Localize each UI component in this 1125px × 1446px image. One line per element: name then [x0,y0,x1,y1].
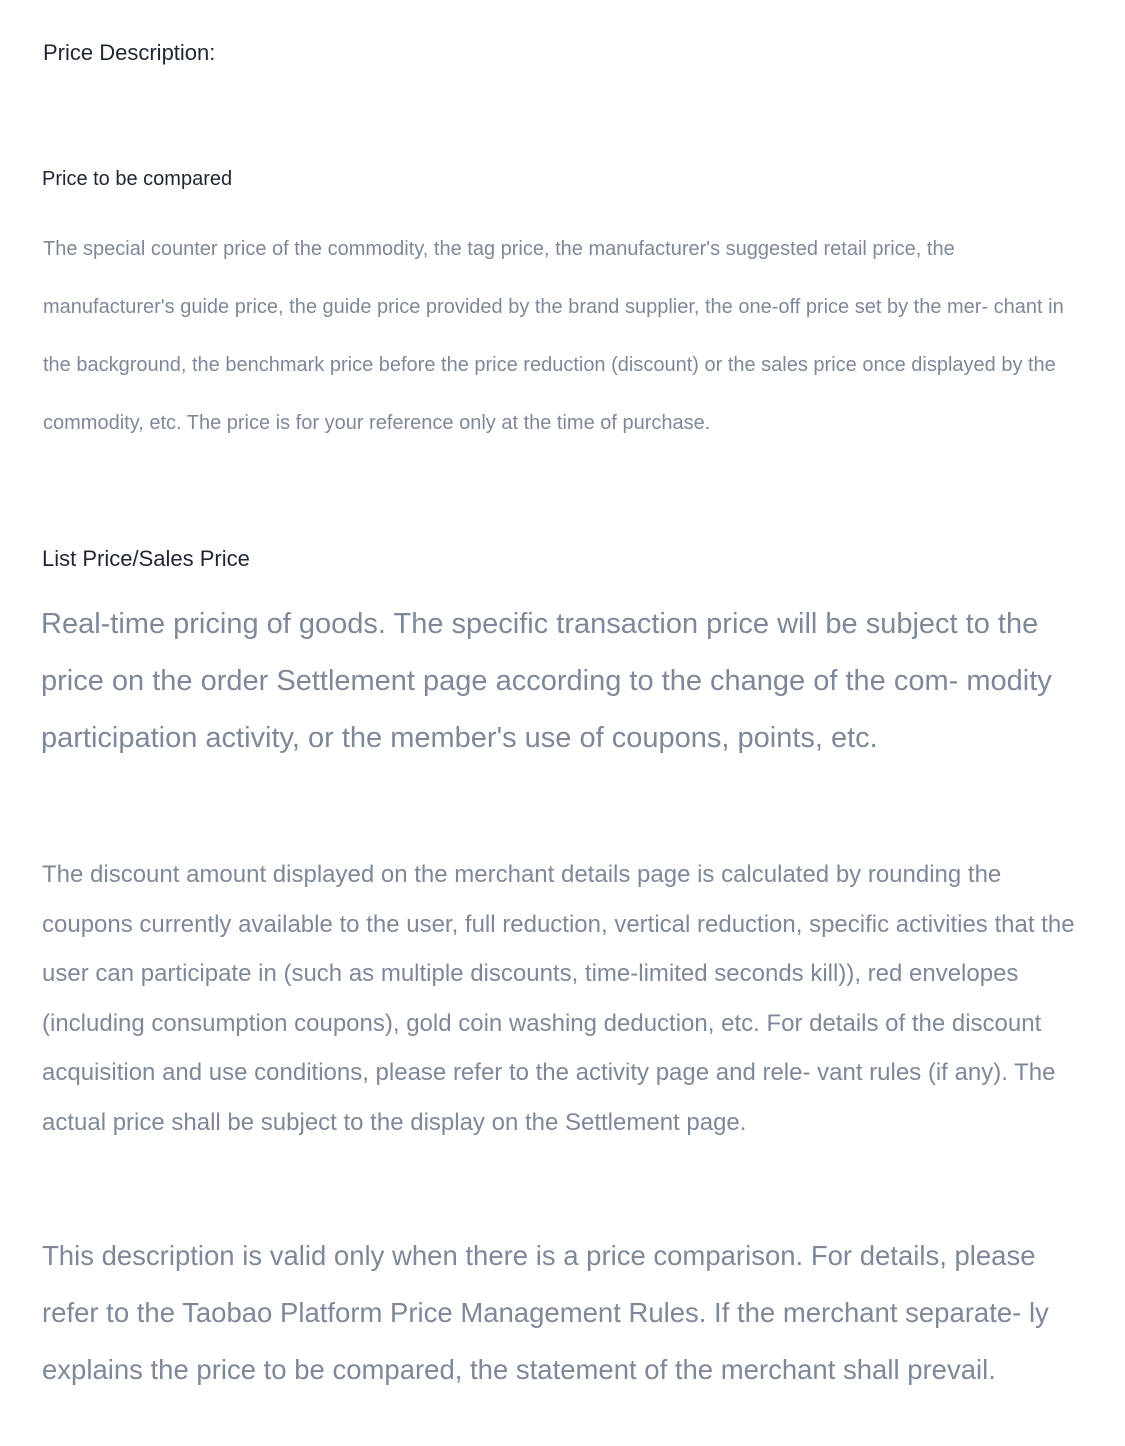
page-title: Price Description: [43,40,216,65]
section-heading-list-price: List Price/Sales Price [42,546,250,571]
discount-note: The discount amount displayed on the merchant details page is calculated by rounding the coupons currently available to the user, full reduction, vertical reduction, specific activities that the user can participate in (such as multiple discounts, time-limited seconds kill)), red envelopes (including consumption coupons), gold coin washing deduction, etc. For details of the discount acquisition and use conditions, please refer to the activity page and rele- vant rules (if any). The actual price shall be subject to the display on the Settlement page. [42,861,1075,1136]
section-body-list-price: Real-time pricing of goods. The specific transaction price will be subject to the price on the order Settlement page according to the change of the com- modity participation activity, or the member's use of coupons, points, etc. [41,608,1052,754]
validity-note: This description is valid only when there is a price comparison. For details, please refer to the Taobao Platform Price Management Rules. If the merchant separate- ly explains the price to be compared, the statement of the merchant shall prevail. [42,1240,1049,1385]
section-body-price-to-be-compared: The special counter price of the commodity, the tag price, the manufacturer's suggested retail price, the manufacturer's guide price, the guide price provided by the brand supplier, the one-off price set by the mer- chant in the background, the benchmark price before the price reduction (discount) or the sales price once displayed by the commodity, etc. The price is for your reference only at the time of purchase. [43,238,1064,434]
section-heading-price-to-be-compared: Price to be compared [42,168,233,190]
